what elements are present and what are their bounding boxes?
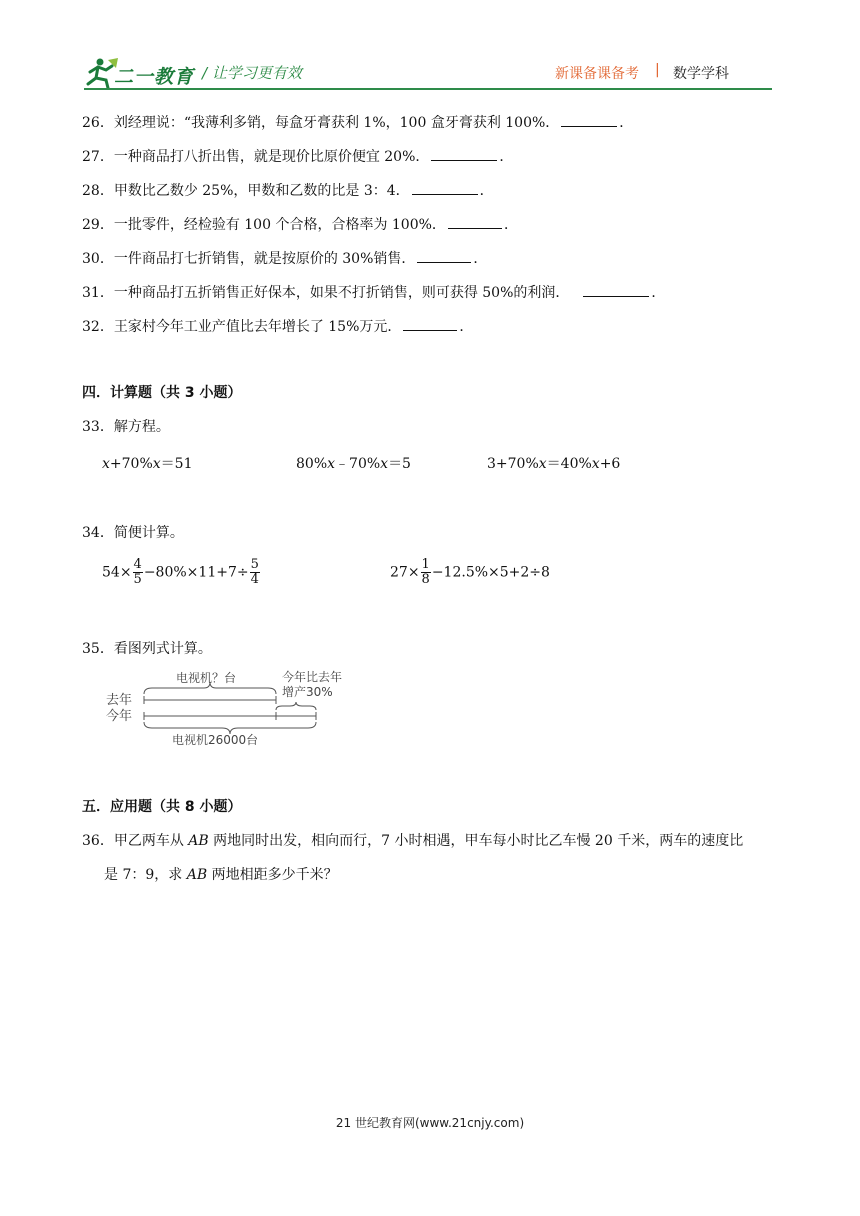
question-text: 一种商品打八折出售，就是现价比原价便宜 20%． (113, 149, 430, 165)
eq-part: ＝40% (546, 456, 592, 472)
equation-2 (296, 453, 411, 473)
question-number: 32． (82, 319, 114, 335)
increase-label-1: 今年比去年 (282, 670, 343, 684)
point-label: AB (188, 833, 209, 849)
answer-blank[interactable] (448, 214, 502, 229)
line-segment-diagram (100, 668, 370, 748)
eq-part: ﹣70% (335, 456, 381, 472)
question-28 (82, 180, 494, 200)
numerator: 5 (250, 557, 259, 572)
answer-blank[interactable] (417, 248, 471, 263)
question-end: ． (499, 149, 514, 165)
question-number: 28． (82, 183, 114, 199)
question-number: 30． (82, 251, 114, 267)
numerator: 1 (421, 557, 430, 572)
calculation-2 (390, 558, 550, 587)
denominator: 4 (250, 572, 259, 587)
question-number: 31． (82, 285, 114, 301)
fraction (250, 558, 260, 587)
question-31 (82, 282, 665, 302)
section-4-title: 四．计算题（共 3 小题） (82, 385, 242, 401)
question-36-line-2 (104, 864, 338, 884)
question-number: 29． (82, 217, 114, 233)
question-32 (82, 316, 473, 336)
numerator: 4 (133, 557, 142, 572)
header-separator: | (655, 62, 660, 78)
label-last-year: 去年 (106, 693, 133, 708)
denominator: 8 (421, 572, 430, 587)
question-end: ． (473, 251, 488, 267)
var-x: x (102, 456, 110, 472)
logo-text: 二一教育 (114, 66, 195, 88)
var-x: x (327, 456, 336, 472)
answer-blank[interactable] (412, 180, 478, 195)
question-text: 36．甲乙两车从 (82, 833, 189, 849)
question-34: 34．简便计算。 (82, 525, 184, 541)
var-x: x (152, 456, 161, 472)
question-number: 26． (82, 115, 114, 131)
calc-part: −80%×11+7÷ (143, 564, 249, 581)
equation-1 (102, 453, 193, 473)
fraction (421, 558, 431, 587)
question-text: 两地相距多少千米？ (207, 867, 338, 883)
eq-part: 3+70% (487, 456, 539, 472)
increase-label-2: 增产30% (282, 685, 333, 699)
question-text: 一件商品打七折销售，就是按原价的 30%销售． (113, 251, 416, 267)
header-divider (84, 88, 772, 90)
answer-blank[interactable] (403, 316, 457, 331)
eq-part: +70% (109, 456, 153, 472)
question-33: 33．解方程。 (82, 419, 170, 435)
question-text: 刘经理说：“我薄利多销，每盒牙膏获利 1%，100 盒牙膏获利 100%． (113, 115, 560, 131)
question-number: 27． (82, 149, 114, 165)
question-text: 是 7：9，求 (104, 867, 187, 883)
question-end: ． (651, 285, 666, 301)
question-27 (82, 146, 513, 166)
calc-part: 27× (390, 564, 420, 581)
question-text: 王家村今年工业产值比去年增长了 15%万元． (113, 319, 402, 335)
bottom-brace-label: 电视机26000台 (172, 733, 259, 747)
calc-part: 54× (102, 564, 132, 581)
question-end: ． (503, 217, 518, 233)
eq-part: ＝51 (160, 456, 193, 472)
label-this-year: 今年 (106, 709, 133, 724)
question-26 (82, 112, 633, 132)
answer-blank[interactable] (583, 282, 649, 297)
slogan: / 让学习更有效 (202, 64, 302, 82)
subject-tagline: 新课备课备考 (555, 66, 639, 82)
var-x: x (591, 456, 600, 472)
page-footer: 21 世纪教育网(www.21cnjy.com) (335, 1116, 525, 1130)
calculation-1 (102, 558, 261, 587)
point-label: AB (186, 867, 208, 883)
question-30 (82, 248, 487, 268)
question-end: ． (479, 183, 494, 199)
var-x: x (380, 456, 389, 472)
section-5-title: 五．应用题（共 8 小题） (82, 799, 242, 815)
question-end: ． (619, 115, 634, 131)
question-29 (82, 214, 518, 234)
question-text: 一批零件，经检验有 100 个合格，合格率为 100%． (113, 217, 446, 233)
question-text: 两地同时出发，相向而行，7 小时相遇，甲车每小时比乙车慢 20 千米，两车的速度比 (208, 833, 744, 849)
subject-name: 数学学科 (673, 66, 729, 82)
question-end: ． (459, 319, 474, 335)
question-35: 35．看图列式计算。 (82, 641, 212, 657)
fraction (133, 558, 143, 587)
answer-blank[interactable] (431, 146, 497, 161)
equation-3 (487, 453, 620, 473)
eq-part: 80% (296, 456, 328, 472)
eq-part: +6 (599, 456, 621, 472)
var-x: x (538, 456, 547, 472)
calc-part: −12.5%×5+2÷8 (431, 564, 550, 581)
eq-part: ＝5 (388, 456, 411, 472)
answer-blank[interactable] (561, 112, 617, 127)
question-text: 甲数比乙数少 25%，甲数和乙数的比是 3：4． (113, 183, 410, 199)
question-text: 一种商品打五折销售正好保本，如果不打折销售，则可获得 50%的利润． (113, 285, 570, 301)
page-header (0, 0, 860, 95)
denominator: 5 (133, 572, 142, 587)
top-brace-label: 电视机？台 (176, 671, 237, 685)
question-36-line-1 (82, 830, 743, 850)
